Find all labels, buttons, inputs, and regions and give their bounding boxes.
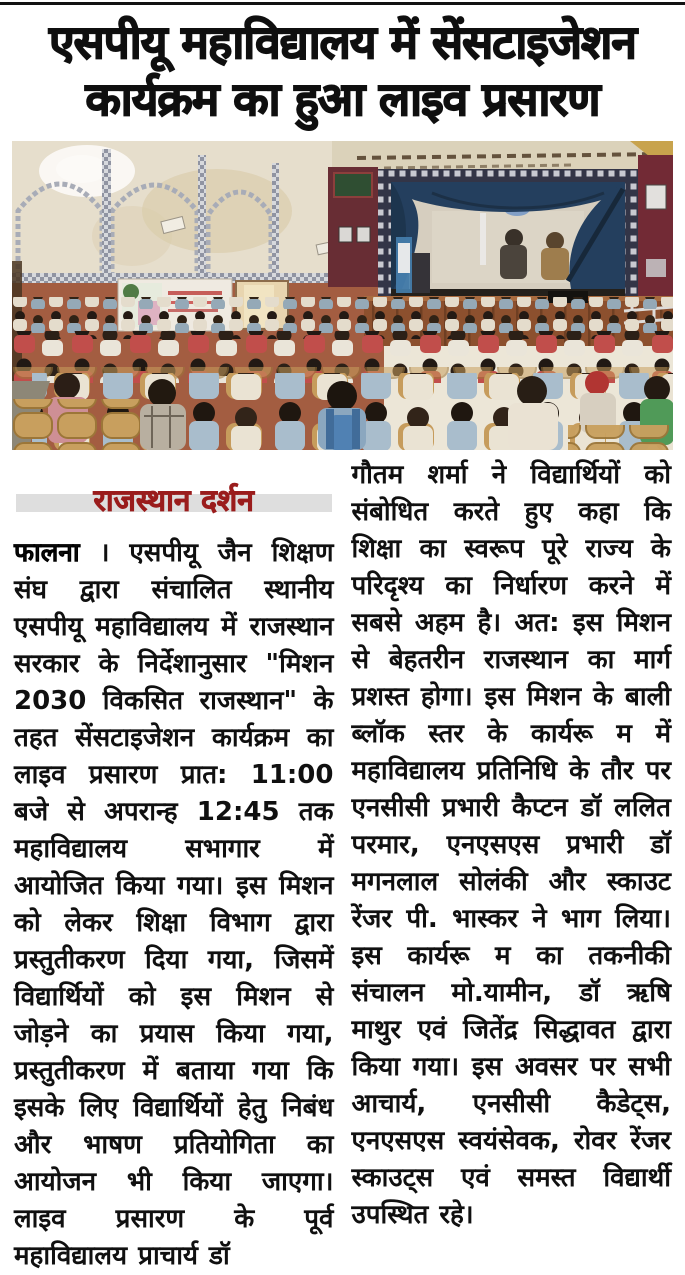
section-header — [16, 483, 332, 519]
auditorium-photo — [12, 141, 673, 450]
article-body-left: एसपीयू जैन शिक्षण संघ द्वारा संचालित स्थानीय एसपीयू महाविद्यालय में राजस्थान सरकार के निर्देशानुसार "मिशन 2030 विकसित राजस्थान" के तहत सेंसटाइजेशन कार्यक्रम का लाइव प्रसारण प्रात: 11:00 बजे से अपरान्ह 12:45 तक महाविद्यालय सभागार में आयोजित किया गया। इस मिशन को लेकर शिक्षा विभाग द्वारा प्रस्तुतीकरण दिया गया, जिसमें विद्यार्थियों को इस मिशन से जोड़ने का प्रयास किया गया, प्रस्तुतीकरण में बताया गया कि इसके लिए विद्यार्थियों हेतु निबंध और भाषण प्रतियोगिता का आयोजन भी किया जाएगा। लाइव प्रसारण के पूर्व महाविद्यालय प्राचार्य डॉ — [14, 538, 334, 1271]
top-rule — [0, 2, 685, 5]
headline-line-2: कार्यक्रम का हुआ लाइव प्रसारण — [85, 72, 600, 126]
headline-line-1: एसपीयू महाविद्यालय में सेंसटाइजेशन — [49, 15, 636, 69]
article-columns — [14, 457, 671, 1275]
headline — [6, 14, 679, 128]
right-column — [352, 457, 672, 1234]
article-paragraph-left — [14, 535, 334, 1275]
left-column — [14, 457, 334, 1275]
photo-tint — [12, 141, 673, 450]
section-header-label: राजस्थान दर्शन — [93, 483, 254, 519]
dateline-separator: । — [79, 538, 130, 568]
article-paragraph-right: गौतम शर्मा ने विद्यार्थियों को संबोधित करते हुए कहा कि शिक्षा का स्वरूप पूरे राज्य के परिदृश्य का निर्धारण करने में सबसे अहम है। अत: इस मिशन से बेहतरीन राजस्थान का मार्ग प्रशस्त होगा। इस मिशन के बाली ब्लॉक स्तर के कार्यरू म में महाविद्यालय प्रतिनिधि के तौर पर एनसीसी प्रभारी कैप्टन डॉ ललित परमार, एनएसएस प्रभारी डॉ मगनलाल सोलंकी और स्काउट रेंजर पी. भास्कर ने भाग लिया। इस कार्यरू म का तकनीकी संचालन मो.यामीन, डॉ ऋषि माथुर एवं जितेंद्र सिद्धावत द्वारा किया गया। इस अवसर पर सभी आचार्य, एनसीसी कैडेट्स, एनएसएस स्वयंसेवक, रोवर रेंजर स्काउट्स एवं समस्त विद्यार्थी उपस्थित रहे। — [351, 460, 671, 1230]
dateline: फालना — [14, 538, 80, 568]
newspaper-clipping — [0, 2, 685, 1271]
